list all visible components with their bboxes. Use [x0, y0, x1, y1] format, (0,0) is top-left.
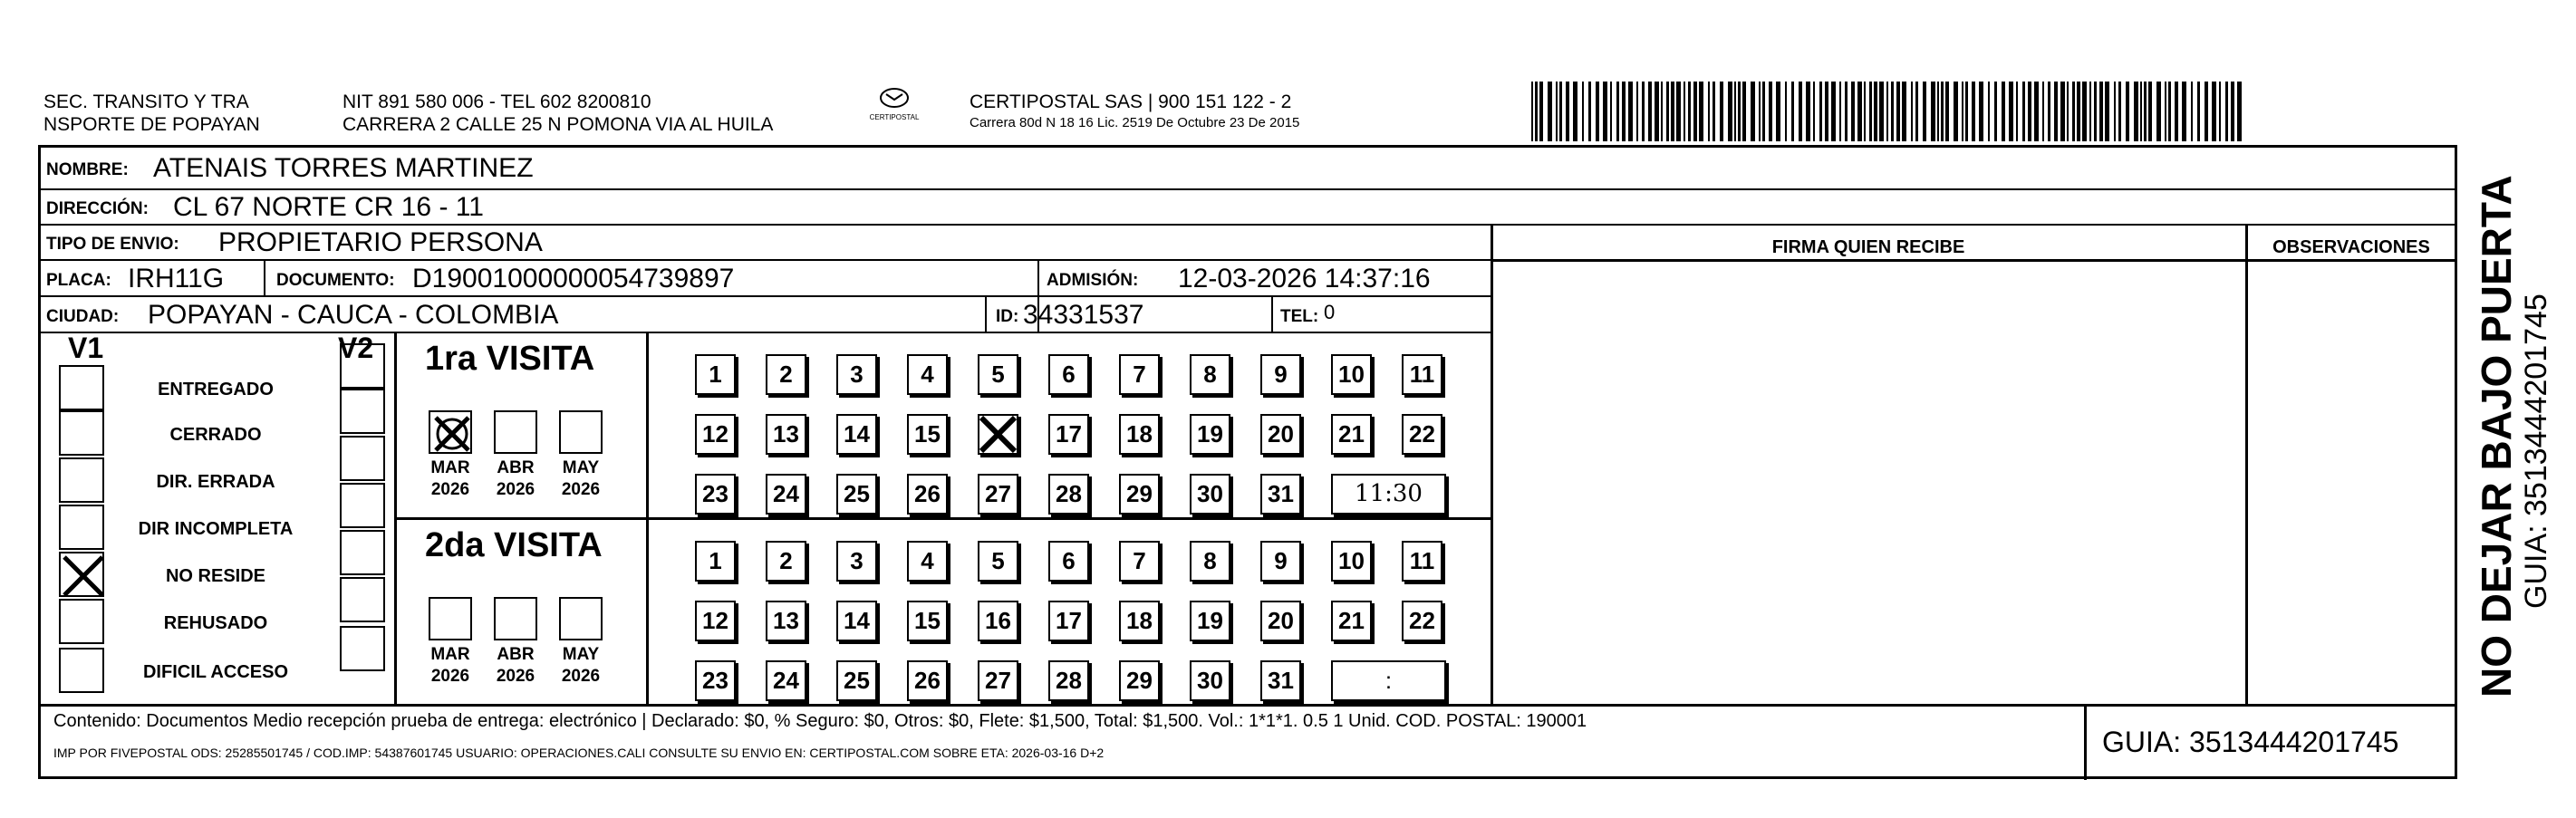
- courier-license-line: Carrera 80d N 18 16 Lic. 2519 De Octubre 23 De 2015: [970, 115, 1300, 130]
- first-visit-day-5[interactable]: 5: [978, 354, 1018, 395]
- status-option-label: NO RESIDE: [165, 566, 266, 586]
- first-visit-day-8[interactable]: 8: [1190, 354, 1230, 395]
- barcode-bar: [1988, 82, 1990, 141]
- v1-checkbox-dir-incompleta[interactable]: [59, 505, 104, 550]
- second-visit-day-16[interactable]: 16: [978, 601, 1018, 641]
- status-option-label: DIR INCOMPLETA: [138, 519, 294, 539]
- signature-area[interactable]: [1492, 264, 2244, 702]
- month-label: ABR: [497, 645, 535, 664]
- logo-text: CERTIPOSTAL: [869, 113, 920, 121]
- barcode-bar: [1819, 82, 1822, 141]
- second-visit-day-7[interactable]: 7: [1119, 541, 1160, 582]
- barcode-bar: [1742, 82, 1746, 141]
- row-nombre: [41, 148, 2455, 190]
- barcode-bar: [1573, 82, 1577, 141]
- barcode-bar: [1931, 82, 1935, 141]
- barcode-bar: [2034, 82, 2039, 141]
- footer-print-info: IMP POR FIVEPOSTAL ODS: 25285501745 / COD.IMP: 54387601745 USUARIO: OPERACIONES.CALI CONSULTE SU ENVIO EN: CERTIPOSTAL.COM SOBRE ETA: 2026-03-16 D+2: [53, 746, 1105, 760]
- second-visit-day-30[interactable]: 30: [1190, 660, 1230, 701]
- second-visit-day-18[interactable]: 18: [1119, 601, 1160, 641]
- barcode-bar: [2182, 82, 2186, 141]
- issuer-line-2: NSPORTE DE POPAYAN: [43, 114, 260, 135]
- second-visit-day-1[interactable]: 1: [695, 541, 736, 582]
- first-visit-day-9[interactable]: 9: [1260, 354, 1301, 395]
- barcode-bar: [2089, 82, 2091, 141]
- status-option-label: DIFICIL ACCESO: [142, 662, 288, 682]
- second-visit-day-2[interactable]: 2: [766, 541, 806, 582]
- no-dejar-bajo-puerta: NO DEJAR BAJO PUERTA: [2473, 175, 2520, 698]
- barcode-bar: [1941, 82, 1944, 141]
- barcode-bar: [1869, 82, 1872, 141]
- v1-checkbox-no-reside[interactable]: [59, 552, 104, 597]
- certipostal-logo: [861, 87, 928, 121]
- barcode-bar: [2009, 82, 2013, 141]
- first-visit-day-21[interactable]: 21: [1331, 414, 1372, 455]
- barcode-bar: [2105, 82, 2109, 141]
- firma-header: FIRMA QUIEN RECIBE: [1771, 237, 1965, 257]
- barcode-bar: [1979, 82, 1983, 141]
- month-label: MAY: [562, 458, 600, 477]
- barcode-bar: [1666, 82, 1669, 141]
- barcode-bar: [1886, 82, 1888, 141]
- year-label: 2026: [496, 480, 535, 499]
- barcode-bar: [1965, 82, 1968, 141]
- barcode-bar: [2028, 82, 2031, 141]
- barcode-bar: [1857, 82, 1862, 141]
- first-visit-day-23[interactable]: 23: [695, 474, 736, 515]
- x-mark-icon: [979, 416, 1017, 453]
- row-direccion: [41, 190, 2455, 226]
- footer-content: Contenido: Documentos Medio recepción prueba de entrega: electrónico | Declarado: $0, % Seguro: $0, Otros: $0, Flete: $1,500, Total: $1,500. Vol.: 1*1*1. 0.5 1 Unid. COD. POSTAL: 190001: [53, 711, 1587, 731]
- second-visit-month-box-may[interactable]: [559, 597, 603, 640]
- v1-header: V1: [68, 332, 104, 364]
- month-label: MAY: [562, 645, 600, 664]
- barcode-bar: [1945, 82, 1949, 141]
- barcode-bar: [1720, 82, 1723, 141]
- ciudad-value: POPAYAN - CAUCA - COLOMBIA: [148, 300, 559, 330]
- second-visit-day-12[interactable]: 12: [695, 601, 736, 641]
- v2-checkbox-dir-incompleta[interactable]: [340, 483, 385, 528]
- first-visit-day-24[interactable]: 24: [766, 474, 806, 515]
- barcode-bar: [2168, 82, 2171, 141]
- tel-value: 0: [1324, 301, 1336, 323]
- barcode-bar: [2205, 82, 2208, 141]
- year-label: 2026: [430, 667, 470, 686]
- tipo-label: TIPO DE ENVIO:: [46, 235, 179, 254]
- courier-info: [970, 91, 1299, 130]
- barcode-bar: [1785, 82, 1787, 141]
- second-visit-month-box-mar[interactable]: [429, 597, 472, 640]
- barcode-bar: [1622, 82, 1626, 141]
- barcode-bar: [1994, 82, 1997, 141]
- v2-checkbox-entregado[interactable]: [340, 343, 385, 389]
- second-visit-day-22[interactable]: 22: [1402, 601, 1442, 641]
- barcode-bar: [2148, 82, 2152, 141]
- barcode-bar: [1911, 82, 1913, 141]
- barcode-bar: [1902, 82, 1906, 141]
- barcode-bar: [1759, 82, 1761, 141]
- barcode-bar: [2016, 82, 2018, 141]
- v2-checkbox-dir-errada[interactable]: [340, 436, 385, 481]
- first-visit-day-14[interactable]: 14: [836, 414, 877, 455]
- v2-checkbox-no-reside[interactable]: [340, 530, 385, 575]
- barcode-bar: [2191, 82, 2193, 141]
- placa-label: PLACA:: [46, 271, 111, 290]
- admision-label: ADMISIÓN:: [1047, 271, 1139, 290]
- barcode-bar: [2156, 82, 2161, 141]
- placa-value: IRH11G: [128, 264, 225, 294]
- first-visit-day-19[interactable]: 19: [1190, 414, 1230, 455]
- v2-checkbox-dificil-acceso[interactable]: [340, 626, 385, 671]
- barcode-bar: [2094, 82, 2097, 141]
- direccion-label: DIRECCIÓN:: [46, 199, 149, 218]
- barcode-bar: [1799, 82, 1802, 141]
- second-visit-day-5[interactable]: 5: [978, 541, 1018, 582]
- year-label: 2026: [561, 667, 601, 686]
- tipo-value: PROPIETARIO PERSONA: [218, 227, 543, 257]
- barcode-bar: [2197, 82, 2200, 141]
- first-visit-day-29[interactable]: 29: [1119, 474, 1160, 515]
- barcode-bar: [2165, 82, 2166, 141]
- barcode-bar: [1864, 82, 1866, 141]
- barcode-bar: [2126, 82, 2129, 141]
- barcode-bar: [1603, 82, 1607, 141]
- id-value: 34331537: [1023, 300, 1144, 330]
- second-visit-day-23[interactable]: 23: [695, 660, 736, 701]
- first-visit-day-27[interactable]: 27: [978, 474, 1018, 515]
- second-visit-day-19[interactable]: 19: [1190, 601, 1230, 641]
- barcode-bar: [2054, 82, 2058, 141]
- first-visit-day-1[interactable]: 1: [695, 354, 736, 395]
- year-label: 2026: [561, 480, 601, 499]
- documento-label: DOCUMENTO:: [276, 271, 395, 290]
- footer-guia: GUIA: 3513444201745: [2102, 726, 2399, 758]
- second-visit-title: 2da VISITA: [425, 526, 603, 564]
- first-visit-day-13[interactable]: 13: [766, 414, 806, 455]
- first-visit-day-25[interactable]: 25: [836, 474, 877, 515]
- envelope-logo-icon: [879, 87, 910, 109]
- first-visit-day-20[interactable]: 20: [1260, 414, 1301, 455]
- x-mark-icon: [430, 412, 474, 456]
- barcode-bar: [2022, 82, 2025, 141]
- issuer-contact: [343, 91, 773, 136]
- second-visit-day-31[interactable]: 31: [1260, 660, 1301, 701]
- barcode-bar: [1839, 82, 1841, 141]
- second-visit-day-8[interactable]: 8: [1190, 541, 1230, 582]
- barcode-bar: [1699, 82, 1703, 141]
- second-visit-day-21[interactable]: 21: [1331, 601, 1372, 641]
- first-visit-title: 1ra VISITA: [425, 340, 595, 378]
- first-visit-day-16[interactable]: [978, 414, 1018, 455]
- second-visit-day-29[interactable]: 29: [1119, 660, 1160, 701]
- month-year-label: [425, 644, 476, 688]
- barcode-bar: [2144, 82, 2147, 141]
- barcode-bar: [2231, 82, 2234, 141]
- issuer-address-line: CARRERA 2 CALLE 25 N POMONA VIA AL HUILA: [343, 114, 774, 135]
- status-option-label: REHUSADO: [163, 613, 268, 633]
- barcode-bar: [2219, 82, 2221, 141]
- barcode-bar: [2118, 82, 2121, 141]
- barcode-bar: [2067, 82, 2069, 141]
- id-label: ID:: [996, 307, 1019, 326]
- issuer-name: [43, 91, 260, 136]
- row-placa: [41, 261, 1491, 297]
- month-year-label: [490, 457, 541, 501]
- first-visit-day-11[interactable]: 11: [1402, 354, 1442, 395]
- admision-value: 12-03-2026 14:37:16: [1178, 264, 1431, 294]
- barcode-bar: [1728, 82, 1732, 141]
- first-visit-day-3[interactable]: 3: [836, 354, 877, 395]
- first-visit-day-6[interactable]: 6: [1048, 354, 1089, 395]
- barcode-bar: [1693, 82, 1697, 141]
- second-visit-day-24[interactable]: 24: [766, 660, 806, 701]
- first-visit-day-10[interactable]: 10: [1331, 354, 1372, 395]
- barcode-bar: [2175, 82, 2178, 141]
- barcode-bar: [1556, 82, 1558, 141]
- barcode-bar: [1769, 82, 1772, 141]
- barcode-bar: [1713, 82, 1715, 141]
- status-option-label: ENTREGADO: [158, 380, 274, 399]
- barcode-bar: [1655, 82, 1659, 141]
- barcode-bar: [1776, 82, 1780, 141]
- first-visit-day-12[interactable]: 12: [695, 414, 736, 455]
- second-visit-day-20[interactable]: 20: [1260, 601, 1301, 641]
- barcode-bar: [1825, 82, 1828, 141]
- v2-checkbox-rehusado[interactable]: [340, 577, 385, 622]
- first-visit-day-26[interactable]: 26: [907, 474, 948, 515]
- barcode-bar: [1813, 82, 1815, 141]
- month-label: MAR: [430, 645, 470, 664]
- documento-value: D19001000000054739897: [412, 264, 735, 294]
- second-visit-day-25[interactable]: 25: [836, 660, 877, 701]
- second-visit-month-box-abr[interactable]: [494, 597, 537, 640]
- x-mark-icon: [61, 553, 106, 599]
- v1-checkbox-dificil-acceso[interactable]: [59, 648, 104, 693]
- barcode-bar: [1874, 82, 1877, 141]
- barcode-bar: [1915, 82, 1918, 141]
- first-visit-day-15[interactable]: 15: [907, 414, 948, 455]
- tracking-barcode: [1531, 82, 2242, 141]
- observations-area[interactable]: [2249, 264, 2454, 702]
- barcode-bar: [1642, 82, 1645, 141]
- barcode-bar: [1923, 82, 1926, 141]
- issuer-nit-line: NIT 891 580 006 - TEL 602 8200810: [343, 91, 651, 112]
- barcode-bar: [1531, 82, 1533, 141]
- barcode-bar: [1616, 82, 1619, 141]
- second-visit-day-4[interactable]: 4: [907, 541, 948, 582]
- barcode-bar: [1708, 82, 1710, 141]
- second-visit-day-3[interactable]: 3: [836, 541, 877, 582]
- barcode-bar: [1845, 82, 1848, 141]
- nombre-label: NOMBRE:: [46, 160, 129, 179]
- second-visit-time-box[interactable]: :: [1331, 660, 1446, 701]
- barcode-bar: [2134, 82, 2138, 141]
- first-visit-time-box[interactable]: 11:30: [1331, 474, 1446, 515]
- first-visit-month-box-may[interactable]: [559, 410, 603, 454]
- year-label: 2026: [430, 480, 470, 499]
- barcode-bar: [1762, 82, 1765, 141]
- barcode-bar: [2002, 82, 2005, 141]
- barcode-bar: [1851, 82, 1855, 141]
- barcode-bar: [1972, 82, 1975, 141]
- barcode-bar: [1636, 82, 1638, 141]
- barcode-bar: [1684, 82, 1685, 141]
- side-guia: GUIA: 3513444201745: [2519, 294, 2553, 609]
- barcode-bar: [1661, 82, 1663, 141]
- year-label: 2026: [496, 667, 535, 686]
- barcode-bar: [2082, 82, 2087, 141]
- second-visit-day-17[interactable]: 17: [1048, 601, 1089, 641]
- barcode-bar: [1559, 82, 1562, 141]
- second-visit-day-15[interactable]: 15: [907, 601, 948, 641]
- second-visit-day-27[interactable]: 27: [978, 660, 1018, 701]
- barcode-bar: [2212, 82, 2216, 141]
- status-option-label: DIR. ERRADA: [156, 472, 275, 492]
- nombre-value: ATENAIS TORRES MARTINEZ: [153, 153, 534, 183]
- barcode-bar: [1738, 82, 1741, 141]
- barcode-bar: [1676, 82, 1681, 141]
- barcode-bar: [1831, 82, 1836, 141]
- barcode-bar: [1791, 82, 1794, 141]
- barcode-bar: [1582, 82, 1584, 141]
- tel-label: TEL:: [1280, 307, 1319, 326]
- barcode-bar: [2042, 82, 2044, 141]
- barcode-bar: [1734, 82, 1736, 141]
- barcode-bar: [1962, 82, 1963, 141]
- barcode-bar: [1879, 82, 1884, 141]
- barcode-bar: [2099, 82, 2103, 141]
- first-visit-day-7[interactable]: 7: [1119, 354, 1160, 395]
- direccion-value: CL 67 NORTE CR 16 - 11: [173, 192, 484, 222]
- second-visit-day-9[interactable]: 9: [1260, 541, 1301, 582]
- second-visit-day-10[interactable]: 10: [1331, 541, 1372, 582]
- barcode-bar: [1896, 82, 1900, 141]
- barcode-bar: [1954, 82, 1958, 141]
- barcode-bar: [2048, 82, 2050, 141]
- first-visit-day-2[interactable]: 2: [766, 354, 806, 395]
- barcode-bar: [1688, 82, 1691, 141]
- issuer-line-1: SEC. TRANSITO Y TRA: [43, 91, 249, 112]
- v1-checkbox-cerrado[interactable]: [59, 410, 104, 456]
- barcode-bar: [2140, 82, 2142, 141]
- month-label: MAR: [430, 458, 470, 477]
- month-year-label: [425, 457, 476, 501]
- barcode-bar: [2225, 82, 2228, 141]
- barcode-bar: [1806, 82, 1810, 141]
- status-option-label: CERRADO: [169, 425, 262, 445]
- month-year-label: [555, 644, 606, 688]
- v2-checkbox-cerrado[interactable]: [340, 389, 385, 434]
- barcode-bar: [2114, 82, 2116, 141]
- row-ciudad: [41, 297, 1491, 333]
- observaciones-header: OBSERVACIONES: [2272, 237, 2430, 257]
- second-visit-day-13[interactable]: 13: [766, 601, 806, 641]
- month-year-label: [490, 644, 541, 688]
- first-visit-month-box-mar[interactable]: [429, 410, 472, 454]
- v1-checkbox-dir-errada[interactable]: [59, 457, 104, 503]
- second-visit-day-11[interactable]: 11: [1402, 541, 1442, 582]
- barcode-bar: [1751, 82, 1755, 141]
- second-visit-day-14[interactable]: 14: [836, 601, 877, 641]
- month-label: ABR: [497, 458, 535, 477]
- barcode-bar: [1671, 82, 1674, 141]
- courier-name-line: CERTIPOSTAL SAS | 900 151 122 - 2: [970, 91, 1292, 112]
- barcode-bar: [1648, 82, 1652, 141]
- barcode-bar: [1891, 82, 1894, 141]
- first-visit-day-18[interactable]: 18: [1119, 414, 1160, 455]
- second-visit-day-28[interactable]: 28: [1048, 660, 1089, 701]
- barcode-bar: [1539, 82, 1543, 141]
- barcode-bar: [1535, 82, 1538, 141]
- barcode-bar: [1610, 82, 1612, 141]
- first-visit-day-17[interactable]: 17: [1048, 414, 1089, 455]
- barcode-bar: [2060, 82, 2065, 141]
- barcode-bar: [2237, 82, 2242, 141]
- first-visit-day-4[interactable]: 4: [907, 354, 948, 395]
- first-visit-day-30[interactable]: 30: [1190, 474, 1230, 515]
- barcode-bar: [1566, 82, 1569, 141]
- delivery-form: [38, 145, 2457, 779]
- v2-header: V2: [338, 332, 374, 364]
- barcode-bar: [2077, 82, 2080, 141]
- barcode-bar: [1937, 82, 1939, 141]
- v1-checkbox-entregado[interactable]: [59, 365, 104, 410]
- first-visit-day-22[interactable]: 22: [1402, 414, 1442, 455]
- barcode-bar: [2072, 82, 2075, 141]
- second-visit-day-26[interactable]: 26: [907, 660, 948, 701]
- barcode-bar: [1548, 82, 1552, 141]
- month-year-label: [555, 457, 606, 501]
- first-visit-day-31[interactable]: 31: [1260, 474, 1301, 515]
- first-visit-month-box-abr[interactable]: [494, 410, 537, 454]
- barcode-bar: [1588, 82, 1591, 141]
- second-visit-day-6[interactable]: 6: [1048, 541, 1089, 582]
- first-visit-day-28[interactable]: 28: [1048, 474, 1089, 515]
- v1-checkbox-rehusado[interactable]: [59, 599, 104, 644]
- barcode-bar: [1596, 82, 1599, 141]
- barcode-bar: [1628, 82, 1633, 141]
- ciudad-label: CIUDAD:: [46, 307, 120, 326]
